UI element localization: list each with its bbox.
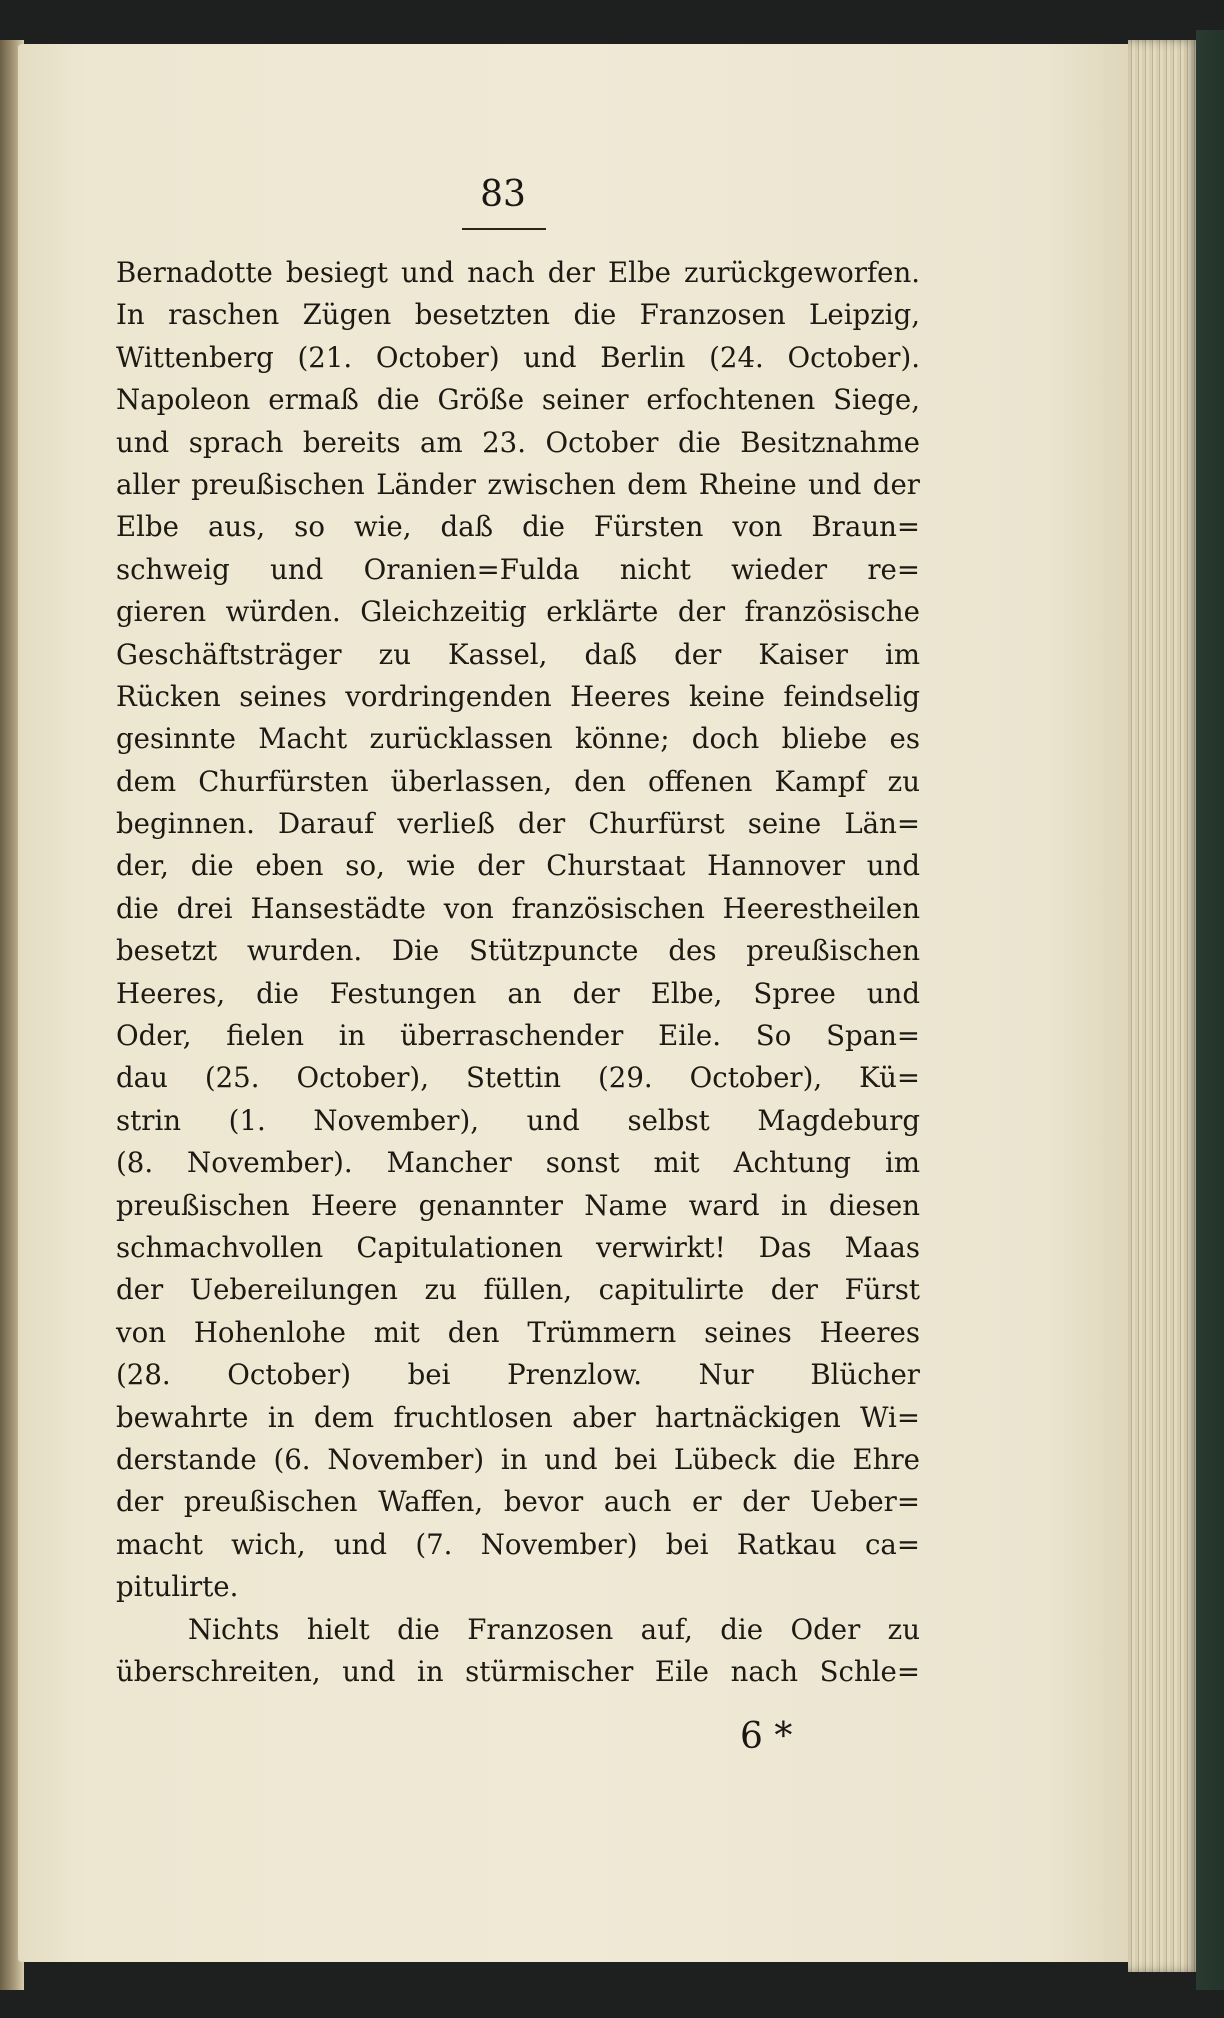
text-line: der, die eben so, wie der Churstaat Hannover und	[116, 849, 920, 883]
text-line: Napoleon ermaß die Größe seiner erfochtenen Siege,	[116, 383, 920, 417]
text-line: In raschen Zügen besetzten die Franzosen Leipzig,	[116, 298, 920, 332]
page-stack-edge	[1128, 40, 1198, 1972]
text-line: gesinnte Macht zurücklassen könne; doch bliebe es	[116, 722, 920, 756]
text-line: die drei Hansestädte von französischen Heerestheilen	[116, 891, 920, 925]
text-line: (28. October) bei Prenzlow. Nur Blücher	[116, 1358, 920, 1392]
text-line: pitulirte.	[116, 1570, 239, 1604]
text-line: beginnen. Darauf verließ der Churfürst seine Län=	[116, 807, 920, 841]
text-line: aller preußischen Länder zwischen dem Rheine und der	[116, 467, 920, 501]
text-line: Oder, fielen in überraschender Eile. So Span=	[116, 1019, 920, 1053]
text-line: gieren würden. Gleichzeitig erklärte der französische	[116, 595, 920, 629]
text-line: bewahrte in dem fruchtlosen aber hartnäckigen Wi=	[116, 1400, 920, 1434]
text-line: überschreiten, und in stürmischer Eile nach Schle=	[116, 1654, 920, 1688]
text-line: schmachvollen Capitulationen verwirkt! Das Maas	[116, 1230, 920, 1264]
text-line: Rücken seines vordringenden Heeres keine feindselig	[116, 679, 920, 713]
text-line: macht wich, und (7. November) bei Ratkau ca=	[116, 1527, 920, 1561]
text-line: derstande (6. November) in und bei Lübeck die Ehre	[116, 1442, 920, 1476]
book-cover-edge	[1196, 30, 1224, 1990]
text-line: besetzt wurden. Die Stützpuncte des preußischen	[116, 934, 920, 968]
body-text	[116, 252, 920, 1693]
text-line: der preußischen Waffen, bevor auch er der Ueber=	[116, 1485, 920, 1519]
text-line: dem Churfürsten überlassen, den offenen Kampf zu	[116, 764, 920, 798]
text-line: von Hohenlohe mit den Trümmern seines Heeres	[116, 1315, 920, 1349]
text-line: Bernadotte besiegt und nach der Elbe zurückgeworfen.	[116, 256, 920, 289]
page-number: 83	[480, 174, 526, 215]
text-line: Geschäftsträger zu Kassel, daß der Kaiser im	[116, 637, 920, 671]
header-rule	[462, 228, 546, 230]
text-line: Wittenberg (21. October) und Berlin (24. October).	[116, 340, 920, 374]
text-line: schweig und Oranien=Fulda nicht wieder re=	[116, 552, 920, 586]
text-line: und sprach bereits am 23. October die Besitznahme	[116, 425, 920, 459]
text-line: (8. November). Mancher sonst mit Achtung im	[116, 1146, 920, 1180]
signature-mark: 6 *	[740, 1716, 793, 1757]
text-line: Elbe aus, so wie, daß die Fürsten von Braun=	[116, 510, 920, 544]
text-line: Nichts hielt die Franzosen auf, die Oder zu	[188, 1612, 920, 1646]
text-line: dau (25. October), Stettin (29. October), Kü=	[116, 1061, 920, 1095]
text-line: preußischen Heere genannter Name ward in diesen	[116, 1188, 920, 1222]
text-line: strin (1. November), und selbst Magdeburg	[116, 1103, 920, 1137]
text-line: Heeres, die Festungen an der Elbe, Spree und	[116, 976, 920, 1010]
text-line: der Uebereilungen zu füllen, capitulirte der Fürst	[116, 1273, 920, 1307]
